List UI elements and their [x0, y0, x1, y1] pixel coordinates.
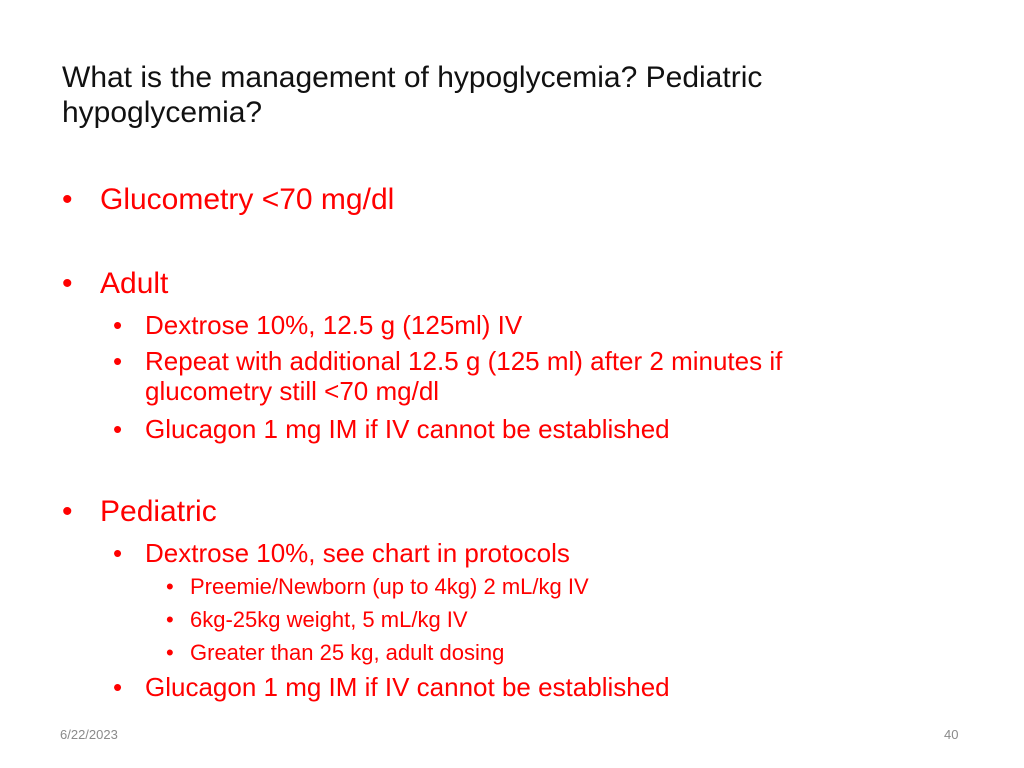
bullet-icon: • — [113, 672, 123, 702]
bullet-icon: • — [166, 640, 174, 665]
pediatric-preemie-item: Preemie/Newborn (up to 4kg) 2 mL/kg IV — [190, 574, 589, 599]
bullet-icon: • — [62, 267, 73, 300]
pediatric-dextrose-item: Dextrose 10%, see chart in protocols — [145, 538, 570, 568]
bullet-icon: • — [113, 538, 123, 568]
bullet-glucometry: Glucometry <70 mg/dl — [100, 183, 395, 216]
bullet-icon: • — [113, 414, 123, 444]
pediatric-glucagon-item: Glucagon 1 mg IM if IV cannot be established — [145, 672, 670, 702]
adult-repeat-item-line2: glucometry still <70 mg/dl — [145, 376, 440, 406]
pediatric-6to25kg-item: 6kg-25kg weight, 5 mL/kg IV — [190, 607, 468, 632]
bullet-icon: • — [62, 183, 73, 216]
bullet-icon: • — [62, 495, 73, 528]
slide-title: What is the management of hypoglycemia? Pediatric hypoglycemia? — [62, 61, 763, 129]
footer-page-number: 40 — [944, 727, 959, 742]
bullet-pediatric-heading: Pediatric — [100, 495, 217, 528]
bullet-icon: • — [166, 607, 174, 632]
footer-date: 6/22/2023 — [60, 727, 118, 742]
adult-dextrose-item: Dextrose 10%, 12.5 g (125ml) IV — [145, 310, 523, 340]
adult-repeat-item-line1: Repeat with additional 12.5 g (125 ml) after 2 minutes if — [145, 346, 783, 376]
bullet-icon: • — [113, 310, 123, 340]
pediatric-over25kg-item: Greater than 25 kg, adult dosing — [190, 640, 505, 665]
bullet-icon: • — [113, 346, 123, 376]
bullet-icon: • — [166, 574, 174, 599]
bullet-adult-heading: Adult — [100, 267, 169, 300]
adult-glucagon-item: Glucagon 1 mg IM if IV cannot be established — [145, 414, 670, 444]
